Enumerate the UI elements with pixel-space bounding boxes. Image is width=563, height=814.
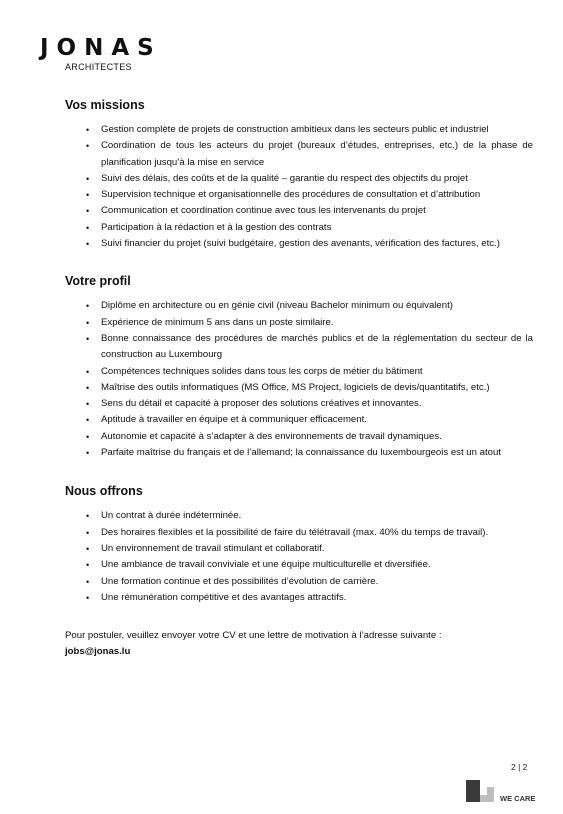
- profil-list: [65, 298, 533, 461]
- apply-email[interactable]: jobs@jonas.lu: [65, 646, 131, 658]
- list-item: • Diplôme en architecture ou en génie civil (niveau Bachelor minimum ou équivalent): [65, 298, 533, 314]
- list-item: • Participation à la rédaction et à la gestion des contrats: [65, 220, 533, 236]
- list-item: • Une rémunération compétitive et des avantages attractifs.: [65, 590, 533, 606]
- section-title-profil: Votre profil: [65, 274, 131, 289]
- page-number: 2 | 2: [511, 762, 528, 772]
- list-item: • Suivi financier du projet (suivi budgétaire, gestion des avenants, vérification des factures, etc.): [65, 236, 533, 252]
- logo-name: JONAS: [40, 35, 162, 61]
- we-care-logo-icon: [466, 780, 494, 802]
- offre-list: [65, 508, 533, 606]
- company-logo: [40, 36, 162, 72]
- list-item: • Des horaires flexibles et la possibilité de faire du télétravail (max. 40% du temps de travail).: [65, 525, 533, 541]
- list-item: • Coordination de tous les acteurs du projet (bureaux d’études, entreprises, etc.) de la phase de planification jusqu’à la mise en service: [65, 138, 533, 171]
- list-item: • Une ambiance de travail conviviale et une équipe multiculturelle et diversifiée.: [65, 557, 533, 573]
- apply-paragraph: [65, 628, 533, 661]
- list-item: • Supervision technique et organisationnelle des procédures de consultation et d’attribution: [65, 187, 533, 203]
- list-item: • Compétences techniques solides dans tous les corps de métier du bâtiment: [65, 364, 533, 380]
- job-content: [65, 96, 533, 661]
- list-item: • Sens du détail et capacité à proposer des solutions créatives et innovantes.: [65, 396, 533, 412]
- list-item: • Gestion complète de projets de construction ambitieux dans les secteurs public et industriel: [65, 122, 533, 138]
- list-item: • Un environnement de travail stimulant et collaboratif.: [65, 541, 533, 557]
- list-item: • Une formation continue et des possibilités d’évolution de carrière.: [65, 574, 533, 590]
- logo-subtitle: ARCHITECTES: [65, 62, 132, 72]
- list-item: • Autonomie et capacité à s’adapter à des environnements de travail dynamiques.: [65, 429, 533, 445]
- section-title-offre: Nous offrons: [65, 484, 143, 499]
- list-item: • Bonne connaissance des procédures de marchés publics et de la réglementation du secteur de la construction au Luxembourg: [65, 331, 533, 364]
- list-item: • Un contrat à durée indéterminée.: [65, 508, 533, 524]
- we-care-label: WE CARE: [500, 794, 536, 803]
- list-item: • Aptitude à travailler en équipe et à communiquer efficacement.: [65, 412, 533, 428]
- list-item: • Parfaite maîtrise du français et de l’allemand; la connaissance du luxembourgeois est un atout: [65, 445, 533, 461]
- list-item: • Communication et coordination continue avec tous les intervenants du projet: [65, 203, 533, 219]
- list-item: • Suivi des délais, des coûts et de la qualité – garantie du respect des objectifs du projet: [65, 171, 533, 187]
- list-item: • Expérience de minimum 5 ans dans un poste similaire.: [65, 315, 533, 331]
- section-title-missions: Vos missions: [65, 98, 145, 112]
- missions-list: [65, 122, 533, 252]
- apply-text: Pour postuler, veuillez envoyer votre CV et une lettre de motivation à l’adresse suivante :: [65, 630, 442, 642]
- list-item: • Maîtrise des outils informatiques (MS Office, MS Project, logiciels de devis/quantitatifs, etc.): [65, 380, 533, 396]
